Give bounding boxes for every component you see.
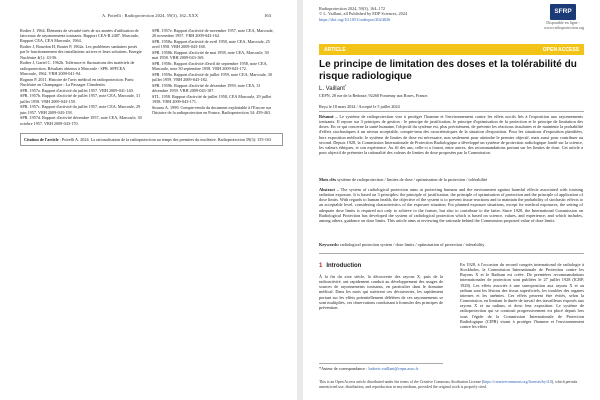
open-access-notice [319, 380, 585, 389]
section-label: ARTICLE [324, 46, 346, 53]
author-name [319, 84, 346, 92]
resume-text: Le système de radioprotection vise à protéger l'homme et l'environnement contre les effets nocifs liés à l'exposition aux rayonnements ionisants. Il repose sur 3 principes de gestion : le principe de justification, le principe d'optimisation de la protection et le principe de limitation des doses. En ce qui concerne la santé humaine, l'objectif du système est, plus précisément, de prévenir les réactions tissulaires et de maintenir la probabilité d'effets stochastiques à un niveau acceptable, compte-tenu des caractéristiques de la situation d'exposition. Pour les situations d'exposition planifiées, hors exposition médicale, le système de limites de dose est nécessaire, non seulement pour atteindre le premier objectif, mais aussi pour contribuer au second. Depuis 1928, la Commission Internationale de Protection Radiologique a développé un système de protection radiologique fondé sur la science, les valeurs éthiques, et son expérience. Au fil des ans, celle-ci a fourni, entre autres, des recommandations portant sur les limites de dose. Cet article a pour objectif de présenter la rationalité des valeurs de limites de dose proposées par la Commission. [319, 114, 583, 156]
doi-link[interactable]: https://doi.org/10.1051/radiopro/2024026 [319, 16, 391, 22]
open-access-tail: ), which permits unrestricted use, distribution, and reproduction in any medium, provided the original work is properly cited. [319, 380, 578, 389]
body-column-2: En 1928, à l'occasion du second congrès international de radiologie à Stockholm, la Commission Internationale de Protection contre les Rayons X et le Radium est créée. De premières recommandations internationales de protection sont publiées le 27 juillet 1928 (ICRP, 1928). Les effets associés à une surexposition aux rayons X et au radium sont les lésions des tissus superficiels, les troubles des organes internes et les anémies. Ces effets peuvent être évités, selon la Commission, en limitant la durée de travail des travailleurs exposés aux rayons X et au radium, et donc leur exposition. Le système de radioprotection qui se construit progressivement est placé depuis lors sous l'égide de la Commission Internationale de Protection Radiologique (CIPR) visant à protéger l'homme et l'environnement contre les effets [460, 262, 584, 329]
abstract-label: Abstract – [319, 187, 339, 192]
open-access-label: OPEN ACCESS [542, 46, 579, 53]
reference-item: SPR. 1958a. Rapport d'activité de avril 1958, note CEA, Marcoule, 25 avril 1958. VRH 2009-043-168. [152, 39, 270, 50]
reference-item: SPR. 1958b. Rapport d'activité de mai 1958, note CEA, Marcoule, 30 mai 1958. VRH 2009-043-169. [152, 50, 269, 61]
reference-item: Rodier J. 1964. Éléments de sécurité tirés de six années d'utilisation de faisceaux de rayonnements ionisants. Rapport CEA-R 2487. Marcoule, Rapport CEA, CEA Marcoule, 1964. [20, 28, 140, 44]
citation-box [20, 133, 283, 146]
reference-list-col2 [152, 28, 274, 116]
open-access-text: This is an Open Access article distributed under the terms of the Creative Commons Attribution License ( [319, 380, 484, 384]
keywords-en-label: Keywords: [319, 242, 340, 247]
reference-item: Rodier J, Gariel C. 1962b. Tolérance et fluctuations des matériels de radioprotection. Résultats obtenus à Marcoule : SPR. SPFCEA Marcoule, 1962. VRH 2009-041-94. [20, 60, 135, 76]
abstract-paragraph [319, 187, 583, 223]
body-column-1: À la fin du xixe siècle, la découverte des rayons X, puis de la radioactivité, ont rapidement conduit au développement des usages de sources de rayonnements ionisants, en particulier dans le domaine médical. Dans les mois qui suivirent ces découvertes, les rapidement portant sur les effets potentiellement délétères de ces rayonnements se sont multipliés, ces observations conduisant à formuler des principes de prévention. [319, 274, 443, 310]
page-number: 163 [264, 13, 271, 18]
keywords-en-text: radiological protection system / dose limits / optimisation of protection / tolerability [339, 242, 485, 247]
resume-label: Résumé – [319, 114, 338, 119]
reference-item: Strauss A. 1999. Compte-rendu du document exploitable à l'Encore sur l'histoire de la radioprotection en France, Radioprotection 34: 459-463. [152, 105, 272, 116]
citation-text: : Poirelli A. 2024. La rationalisation de la radioprotection au temps des premiers du nucléaire. Radioprotection 59(3): 155-163 [58, 137, 272, 142]
journal-line1: Radioprotection 2024, 59(3), 164–172 [319, 6, 385, 11]
reference-item: SPR. 1957b. Rapport d'activité de juillet 1957, note CEA, Marcoule, 31 juillet 1958. VRH 2009-043-159. [20, 93, 141, 104]
resume-paragraph [319, 114, 583, 155]
divider [319, 111, 584, 112]
keywords-fr-label: Mots clés [319, 177, 337, 182]
section-number: 1 [319, 263, 323, 269]
reference-item: SPR. 1959a. Rapport d'activité de juillet 1959, note CEA, Marcoule, 30 juillet 1959. VRH 2009-043-182. [152, 72, 272, 83]
reference-item: SPR. 1958c. Rapport d'activité d'avril de septembre 1958, note CEA, Marcoule, note 30 septembre 1958. VRH 2009-043-172. [152, 61, 268, 72]
journal-header [319, 6, 489, 22]
article-title: Le principe de limitation des doses et la tolérabilité du risque radiologique [319, 59, 577, 82]
abstract-text: The system of radiological protection aims at protecting humans and the environment against harmful effects associated with ionising radiation exposure. It is based on 3 principles: the principle of justification, the principle of optimisation of protection and the principle of application of dose limits. With regards to human health, the objective of the system is to prevent tissue reactions and to maintain the probability of stochastic effects to an acceptable level, considering characteristics of the exposure situation. For planned exposure situations, except for medical exposures, the setting of adequate dose limits is required not only to achieve to the former, but also to contribute to the latter. Since 1928, the International Commission on Radiological Protection has developed the system of radiological protection which is based on science, values, and experience; and which includes, among others, guidance on dose limits. This article aims at reviewing the rationale behind the Commission proposed value of dose limits. [319, 187, 584, 223]
journal-logo [544, 4, 585, 31]
keywords-en [319, 242, 583, 247]
divider [319, 253, 584, 254]
right-page [303, 0, 600, 400]
reference-item: SPR. 1957d. Rapport d'activité décembre 1957, note CEA, Marcoule, 30 octobre 1957. VRH 2009-043-170. [20, 115, 142, 126]
keywords-fr-text: système de radioprotection / limites de dose / optimisation de la protection / tolérabilité [336, 177, 488, 182]
reference-item: Rodier J, Bourdon H, Boutet P, 1962a. Les problèmes sanitaires posés par le fonctionnement des installations actives et leurs solutions. Energie Nucléaire 4(1): 43-56. [20, 44, 142, 60]
footnote-email-link[interactable]: ludovic.vaillant@cepn.asso.fr [368, 366, 419, 371]
affiliation: CEPN, 28 rue de la Redoute, 92260 Fontenay aux Roses, France. [319, 93, 429, 98]
keywords-fr [319, 177, 583, 182]
reference-item: STL. 1958. Rapport d'activité de juillet 1958, CEA Marcoule, 29 juillet 1958. VRH 2009-043-171. [152, 94, 272, 105]
footnote [319, 366, 443, 371]
received-accepted-dates: Reçu le 18 mars 2024 / Accepté le 5 juillet 2024 [319, 104, 400, 109]
journal-line2: © L. Vaillant, all Published by EDP Sciences, 2024 [319, 11, 408, 17]
citation-label: Citation de l'article [24, 137, 59, 142]
section-title: Introduction [326, 263, 362, 269]
license-link[interactable]: https://creativecommons.org/licenses/by/4.0 [483, 380, 552, 384]
article-type-bar [319, 44, 584, 55]
reference-item: SPR. 1957e. Rapport d'activité de novembre 1957, note CEA, Marcoule, 20 novembre 1957. VRH 2009-043-162. [152, 28, 274, 39]
footnote-divider [319, 363, 443, 364]
running-head: A. Poirelli : Radioprotection 2024, 59(3), 162–XXX [101, 13, 199, 18]
sfrp-logo-icon: SFRP [550, 4, 576, 20]
reference-item: SPR. 1959b. Rapport d'activité de décembre 1959, note CEA, 31 décembre 1959. VRH 2009-043-187. [152, 83, 261, 94]
left-page [0, 0, 297, 400]
reference-item: SPR. 1957c. Rapport d'activité du juillet 1957, note CEA, Marcoule, 29 juin 1957. VRH 2009-043-158. [20, 104, 141, 115]
logo-caption: Disponible en ligne : www.radioprotection.org [544, 20, 585, 30]
author-footnote-mark: * [344, 84, 347, 88]
reference-item: Rognon P. 2011. Histoire de l'avis médical en radioprotection. Paris: Nucléaire en Champagne : La Passager Clandestin. [20, 76, 135, 87]
reference-item: SPR. 1957a. Rapport d'activité du juillet 1957. VRH 2009-041-140. [20, 87, 134, 93]
footnote-text: *Auteur de correspondance : [319, 366, 369, 371]
author-text: L. Vaillant [319, 86, 345, 92]
reference-list-col1 [20, 28, 142, 126]
section-heading [319, 263, 361, 269]
